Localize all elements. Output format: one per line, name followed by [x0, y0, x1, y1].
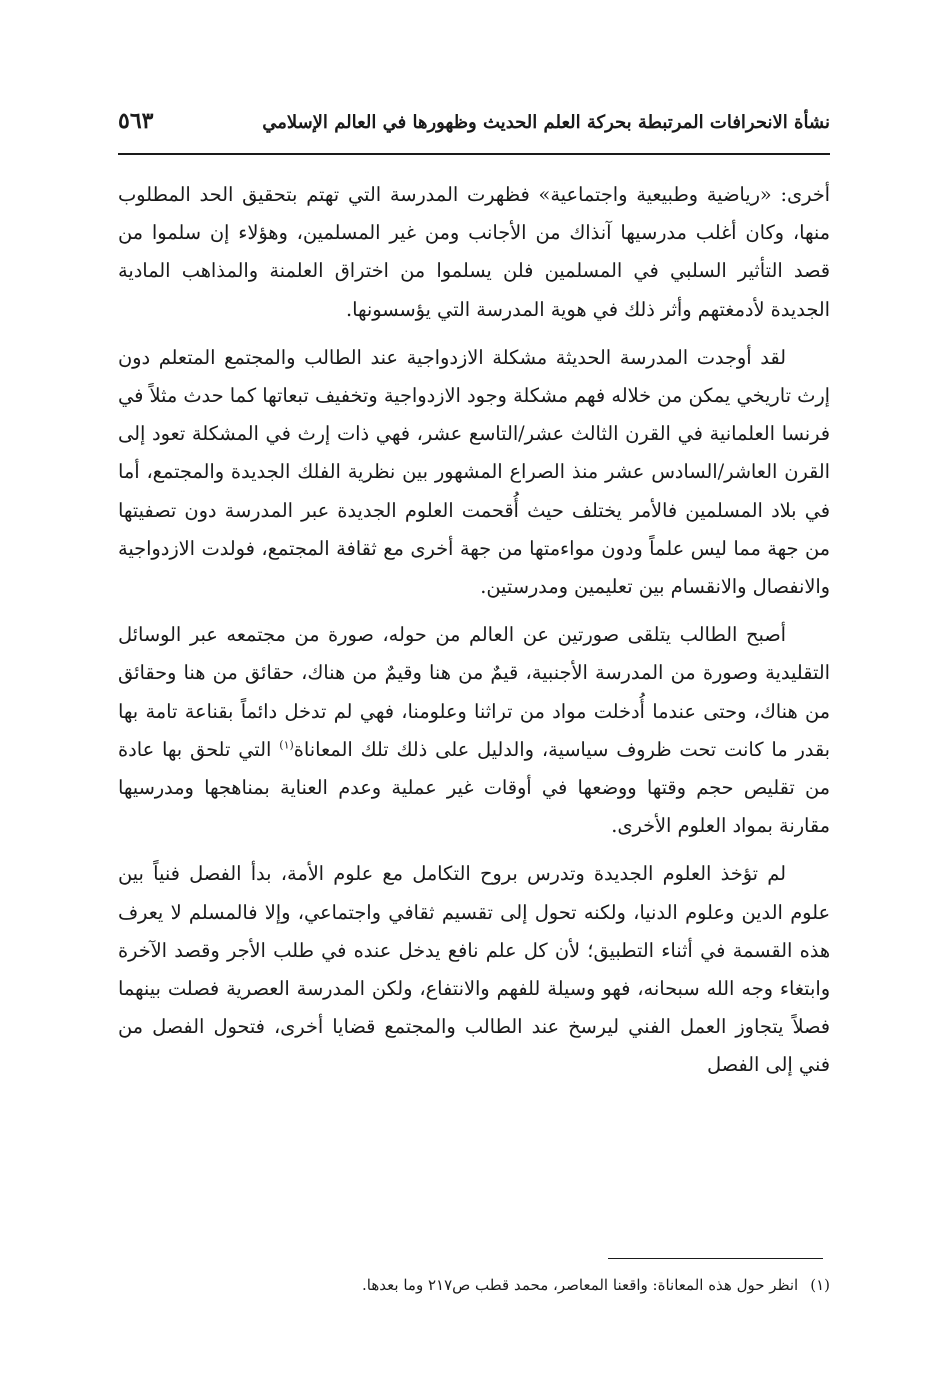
footnote-marker: (١): [810, 1276, 830, 1294]
footnote-reference[interactable]: (١): [279, 738, 294, 752]
paragraph-3-text-end: التي تلحق بها عادة من تقليص حجم وقتها ووضعها في أوقات غير عملية وعدم العناية بمناهجها ومدرسيها مقارنة بمواد العلوم الأخرى.: [118, 737, 830, 838]
paragraph-4: [118, 855, 830, 1084]
footnote: [118, 1272, 830, 1298]
header-divider: [118, 153, 830, 155]
paragraph-3-text-start: أصبح الطالب يتلقى صورتين عن العالم من حوله، صورة من مجتمعه عبر الوسائل التقليدية وصورة من المدرسة الأجنبية، قيمٌ من هنا وقيمٌ من هناك، حقائق من هنا وحقائق من هناك، وحتى عندما أُدخلت مواد من تراثنا وعلومنا، فهي لم تدخل دائماً بقناعة تامة بها بقدر ما كانت تحت ظروف سياسية، والدليل على ذلك تلك المعاناة: [118, 623, 830, 761]
running-title: نشأة الانحرافات المرتبطة بحركة العلم الحديث وظهورها في العالم الإسلامي: [262, 112, 830, 133]
footnote-divider: [608, 1258, 823, 1259]
page-number: ٥٦٣: [118, 108, 154, 134]
paragraph-2: [118, 339, 830, 606]
footnote-text: انظر حول هذه المعاناة: واقعنا المعاصر، محمد قطب ص٢١٧ وما بعدها.: [362, 1276, 799, 1294]
page-body: [118, 176, 830, 1095]
page-header: [118, 108, 830, 144]
paragraph-4-text: لم تؤخذ العلوم الجديدة وتدرس بروح التكامل مع علوم الأمة، بدأ الفصل فنياً بين علوم الدين وعلوم الدنيا، ولكنه تحول إلى تقسيم ثقافي واجتماعي، وإلا فالمسلم لا يعرف هذه القسمة في أثناء التطبيق؛ لأن كل علم نافع يدخل عنده في طلب الأجر وقصد الآخرة وابتغاء وجه الله سبحانه، فهو وسيلة للفهم والانتفاع، ولكن المدرسة العصرية فصلت بينهما فصلاً يتجاوز العمل الفني ليرسخ عند الطالب والمجتمع قضايا أخرى، فتحول الفصل من فني إلى الفصل: [118, 862, 830, 1077]
paragraph-1-text: أخرى: «رياضية وطبيعية واجتماعية» فظهرت المدرسة التي تهتم بتحقيق الحد المطلوب منها، وكان أغلب مدرسيها آنذاك من الأجانب ومن غير المسلمين، وهؤلاء إن سلموا من قصد التأثير السلبي في المسلمين فلن يسلموا من اختراق العلمنة والمذاهب المادية الجديدة لأدمغتهم وأثر ذلك في هوية المدرسة التي يؤسسونها.: [118, 183, 830, 321]
paragraph-1: [118, 176, 830, 329]
paragraph-3: [118, 616, 830, 845]
paragraph-2-text: لقد أوجدت المدرسة الحديثة مشكلة الازدواجية عند الطالب والمجتمع المتعلم دون إرث تاريخي يمكن من خلاله فهم مشكلة وجود الازدواجية وتخفيف تبعاتها كما حدث مثلاً في فرنسا العلمانية في القرن الثالث عشر/التاسع عشر، فهي ذات إرث في المشكلة تعود إلى القرن العاشر/السادس عشر منذ الصراع المشهور بين نظرية الفلك الجديدة والمجتمع، أما في بلاد المسلمين فالأمر يختلف حيث أُقحمت العلوم الجديدة عبر المدرسة دون تصفيتها من جهة مما ليس علماً ودون مواءمتها من جهة أخرى مع ثقافة المجتمع، فولدت الازدواجية والانفصال والانقسام بين تعليمين ومدرستين.: [118, 345, 830, 599]
